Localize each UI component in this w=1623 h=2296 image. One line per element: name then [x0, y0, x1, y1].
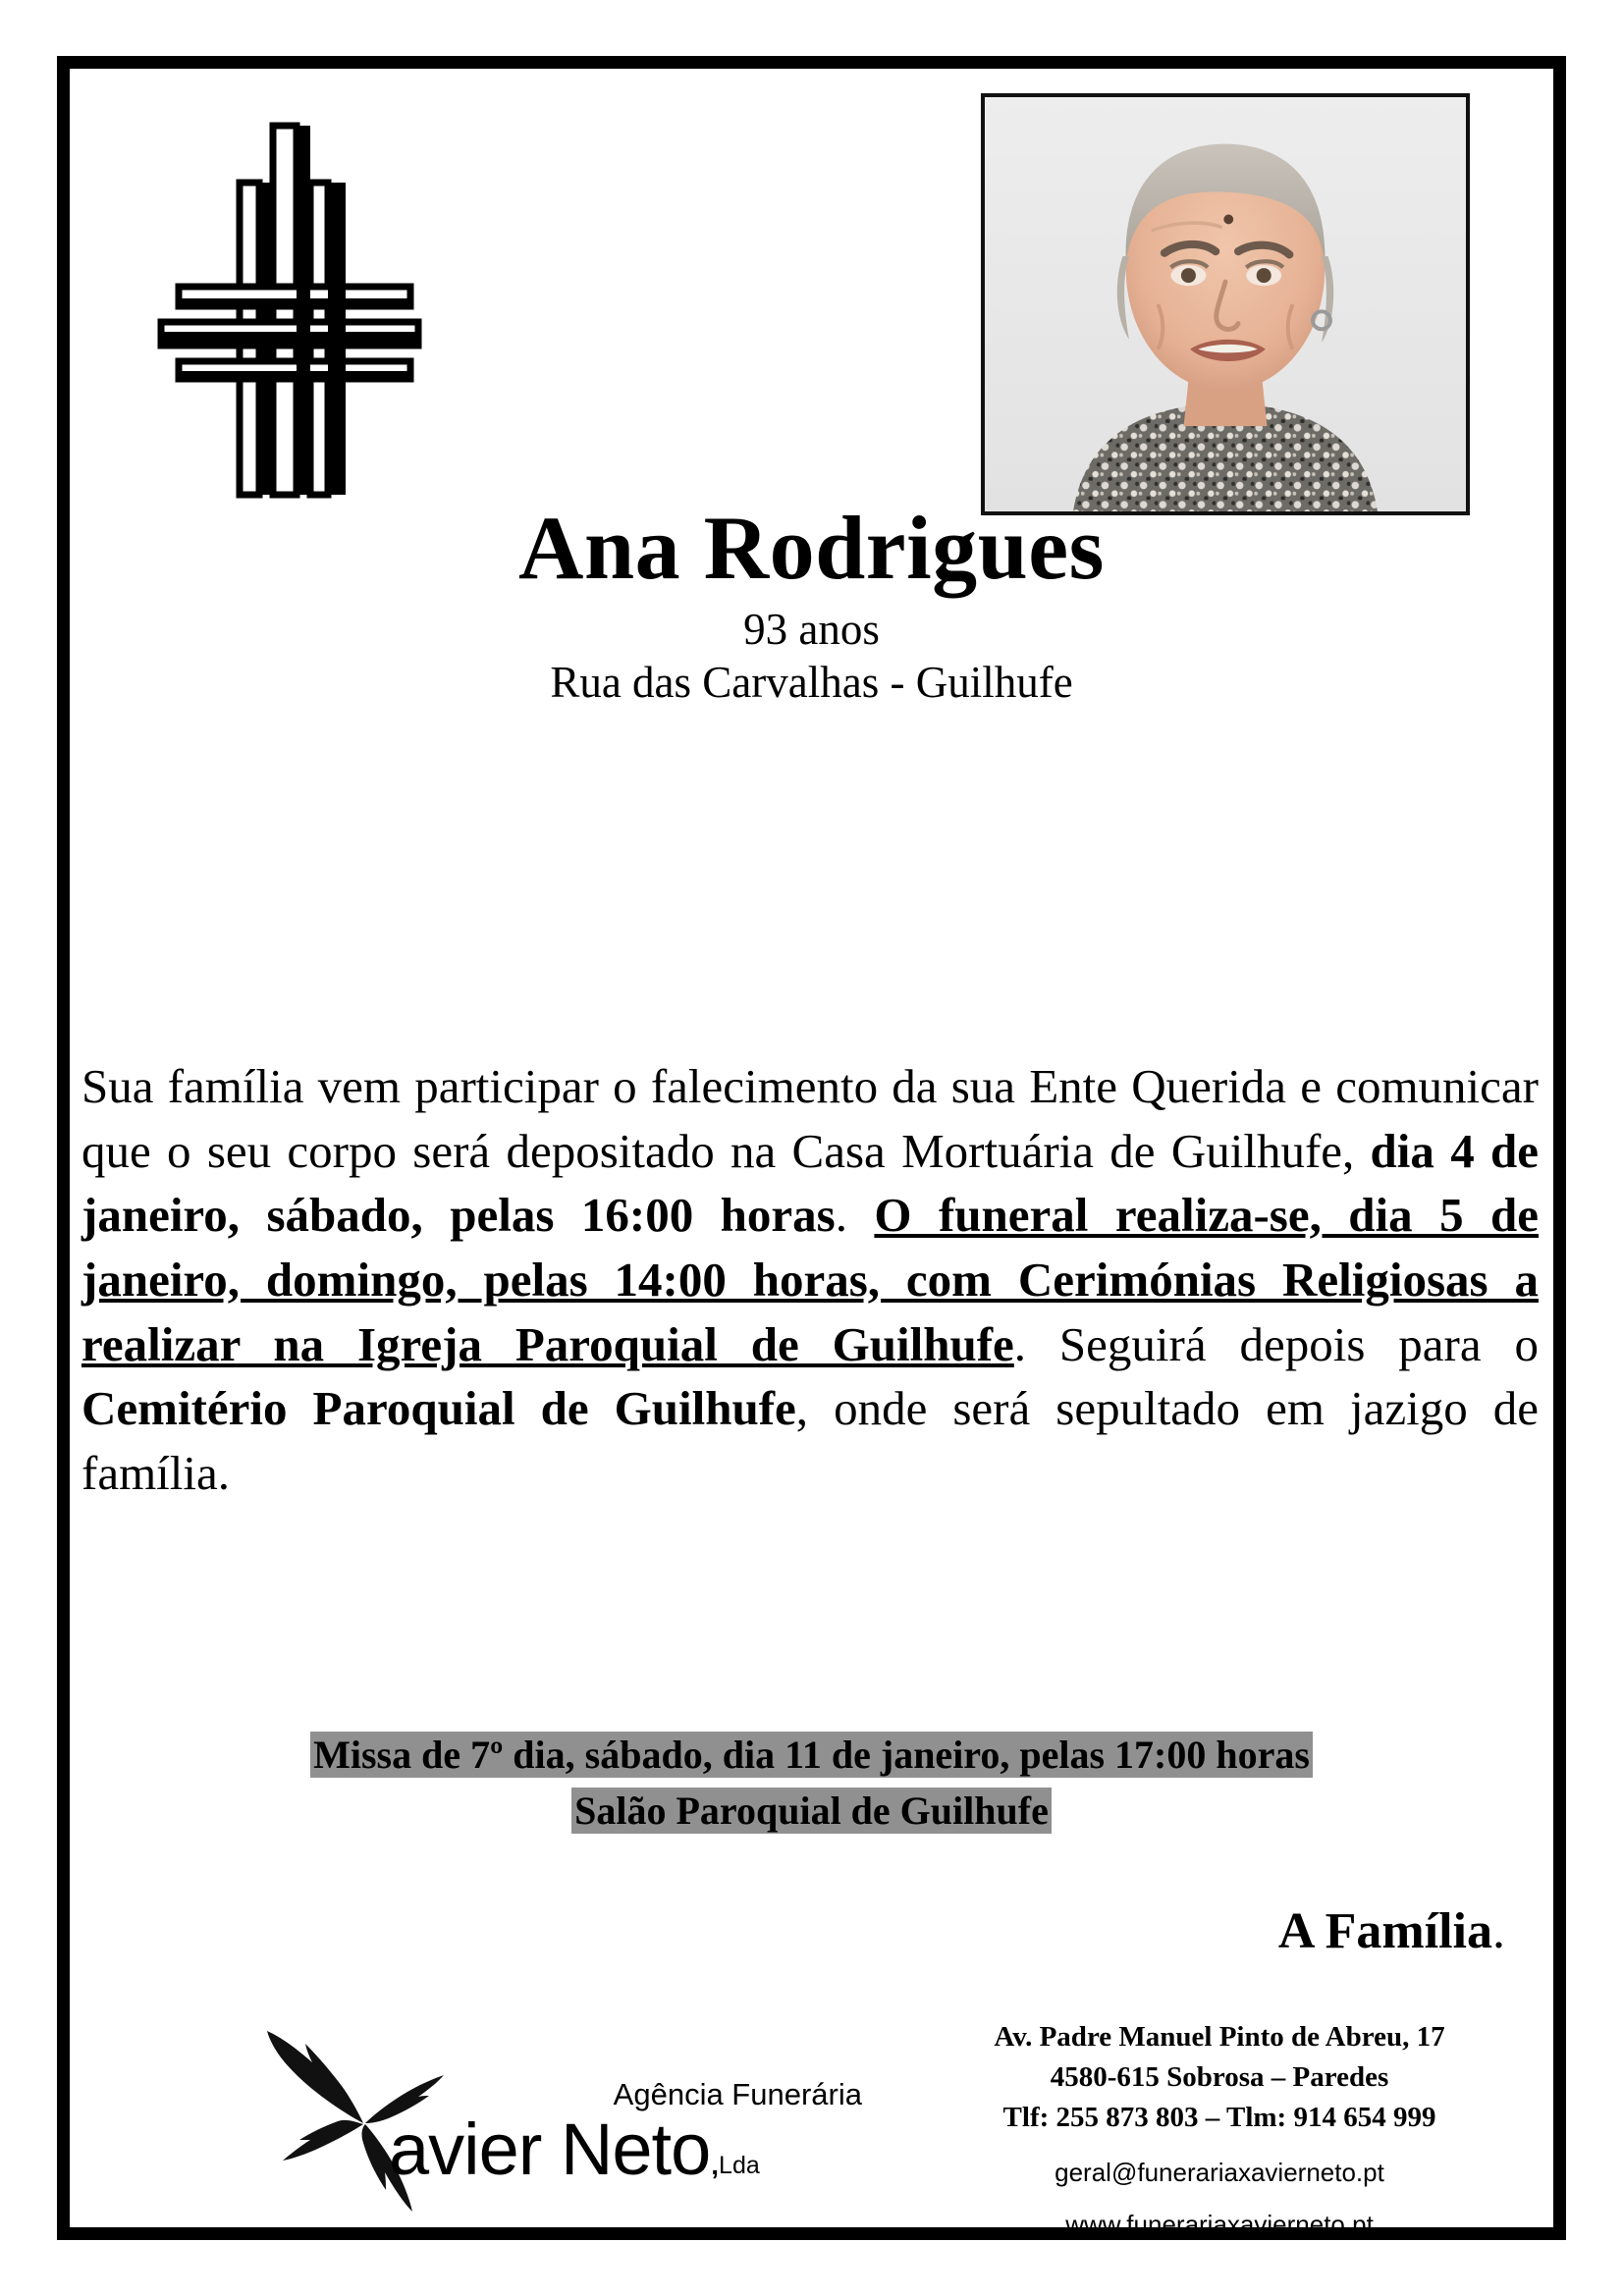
announcement-part1: Sua família vem participar o falecimento da sua Ente Querida e comunicar que o seu corpo será depositado na Casa Mortuária de Guilhufe, — [81, 1059, 1539, 1178]
contact-email[interactable]: geral@funerariaxavierneto.pt — [1055, 2157, 1384, 2187]
brand-name: avier Neto — [389, 2109, 711, 2191]
deposit-details: dia 4 de janeiro, sábado, pelas 16:00 horas — [81, 1123, 1539, 1243]
family-signature-text: A Família — [1277, 1903, 1492, 1959]
deceased-photo — [981, 93, 1470, 515]
mass-line-2: Salão Paroquial de Guilhufe — [70, 1784, 1553, 1840]
notice-footer — [70, 2017, 1553, 2239]
family-signature-period: . — [1492, 1903, 1505, 1959]
deceased-address: Rua das Carvalhas - Guilhufe — [550, 658, 1073, 708]
name-block — [70, 498, 1553, 710]
announcement-part3: . Seguirá depois para o — [1013, 1316, 1539, 1371]
announcement-part4: , onde será sepultado em jazigo de família. — [81, 1381, 1539, 1500]
funeral-home-logo — [251, 2017, 870, 2227]
brand-comma: , — [711, 2150, 720, 2181]
notice-content — [70, 69, 1553, 2239]
agency-kicker: Agência Funerária — [613, 2077, 862, 2111]
cemetery-name: Cemitério Paroquial de Guilhufe — [81, 1381, 796, 1436]
deceased-name: Ana Rodrigues — [518, 498, 1105, 598]
cross-icon — [124, 88, 448, 501]
mass-line-1: Missa de 7º dia, sábado, dia 11 de janeiro, pelas 17:00 horas — [70, 1728, 1553, 1784]
brand-lda: Lda — [719, 2152, 760, 2180]
family-signature — [70, 1902, 1505, 1960]
contact-address-line-1: Av. Padre Manuel Pinto de Abreu, 17 — [994, 2021, 1445, 2053]
announcement-paragraph — [81, 1054, 1539, 1506]
contact-address-line-2: 4580-615 Sobrosa – Paredes — [1050, 2061, 1389, 2094]
contact-phones: Tlf: 255 873 803 – Tlm: 914 654 999 — [1002, 2102, 1436, 2134]
mass-notice — [70, 1728, 1553, 1840]
announcement-part2: . — [835, 1188, 875, 1243]
deceased-age: 93 anos — [743, 604, 880, 654]
contact-website[interactable]: www.funerariaxavierneto.pt — [1065, 2209, 1374, 2239]
contact-block — [925, 2017, 1514, 2243]
logo-wordmark — [389, 2077, 870, 2191]
brand-row — [389, 2109, 870, 2191]
funeral-details: O funeral realiza-se, dia 5 de janeiro, domingo, pelas 14:00 horas, com Cerimónias Religiosas a realizar na Igreja Paroquial de Guilhufe — [81, 1188, 1540, 1371]
